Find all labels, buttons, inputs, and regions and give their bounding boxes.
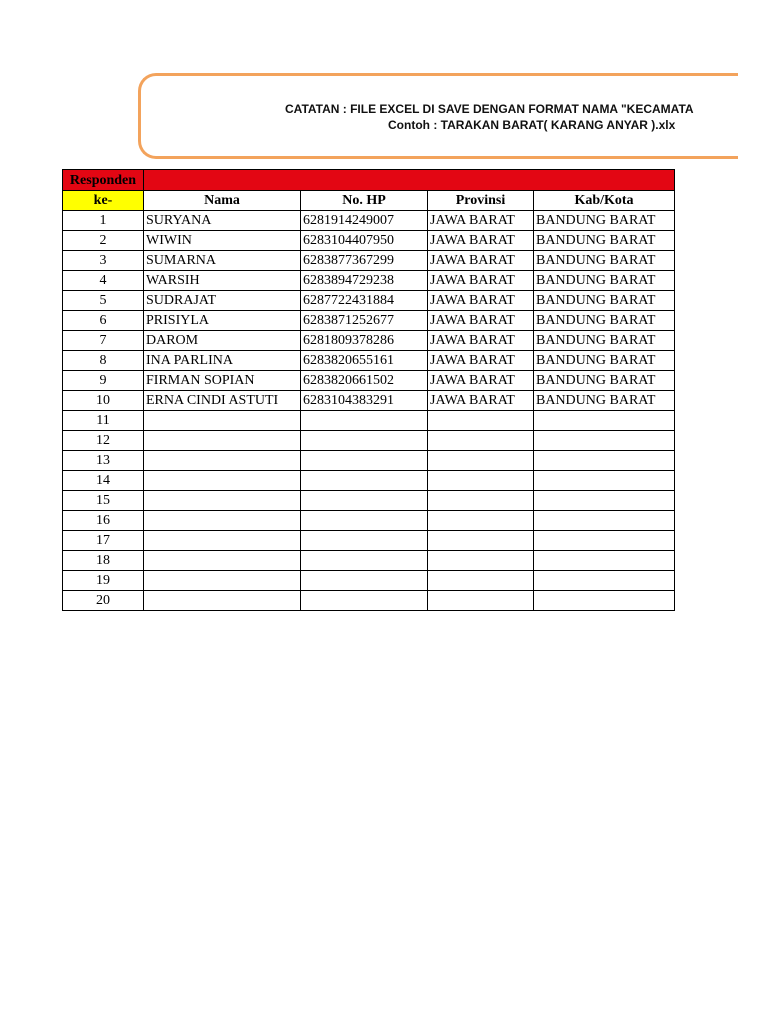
cell-no-hp[interactable]: 6283820655161 bbox=[301, 351, 428, 371]
cell-no[interactable]: 6 bbox=[63, 311, 144, 331]
cell-kab-kota[interactable]: BANDUNG BARAT bbox=[534, 371, 675, 391]
cell-nama[interactable]: WARSIH bbox=[144, 271, 301, 291]
cell-provinsi[interactable] bbox=[428, 551, 534, 571]
cell-kab-kota[interactable] bbox=[534, 411, 675, 431]
table-row bbox=[63, 311, 675, 331]
cell-kab-kota[interactable] bbox=[534, 551, 675, 571]
cell-kab-kota[interactable] bbox=[534, 491, 675, 511]
cell-kab-kota[interactable] bbox=[534, 511, 675, 531]
table-row bbox=[63, 351, 675, 371]
table-row bbox=[63, 271, 675, 291]
cell-no-hp[interactable]: 6283104407950 bbox=[301, 231, 428, 251]
cell-provinsi[interactable] bbox=[428, 431, 534, 451]
cell-no[interactable]: 10 bbox=[63, 391, 144, 411]
cell-provinsi[interactable] bbox=[428, 451, 534, 471]
cell-nama[interactable]: INA PARLINA bbox=[144, 351, 301, 371]
cell-nama[interactable] bbox=[144, 551, 301, 571]
cell-no[interactable]: 14 bbox=[63, 471, 144, 491]
cell-no[interactable]: 4 bbox=[63, 271, 144, 291]
table-row bbox=[63, 551, 675, 571]
cell-nama[interactable] bbox=[144, 471, 301, 491]
header-responden-cell[interactable]: Responden bbox=[63, 170, 144, 191]
column-header-nama[interactable]: Nama bbox=[144, 191, 301, 211]
cell-nama[interactable] bbox=[144, 591, 301, 611]
table-row bbox=[63, 491, 675, 511]
table-row bbox=[63, 331, 675, 351]
cell-provinsi[interactable]: JAWA BARAT bbox=[428, 311, 534, 331]
cell-no-hp[interactable] bbox=[301, 411, 428, 431]
cell-nama[interactable] bbox=[144, 451, 301, 471]
cell-provinsi[interactable] bbox=[428, 531, 534, 551]
table-row bbox=[63, 211, 675, 231]
cell-nama[interactable]: PRISIYLA bbox=[144, 311, 301, 331]
cell-no[interactable]: 20 bbox=[63, 591, 144, 611]
respondent-table bbox=[62, 169, 675, 611]
cell-nama[interactable]: FIRMAN SOPIAN bbox=[144, 371, 301, 391]
table-row bbox=[63, 251, 675, 271]
column-header-no-hp[interactable]: No. HP bbox=[301, 191, 428, 211]
cell-nama[interactable]: ERNA CINDI ASTUTI bbox=[144, 391, 301, 411]
cell-no[interactable]: 5 bbox=[63, 291, 144, 311]
table-row bbox=[63, 371, 675, 391]
cell-provinsi[interactable] bbox=[428, 571, 534, 591]
table-row bbox=[63, 231, 675, 251]
column-header-kab-kota[interactable]: Kab/Kota bbox=[534, 191, 675, 211]
cell-nama[interactable] bbox=[144, 531, 301, 551]
cell-no-hp[interactable]: 6283820661502 bbox=[301, 371, 428, 391]
cell-no-hp[interactable] bbox=[301, 471, 428, 491]
cell-kab-kota[interactable]: BANDUNG BARAT bbox=[534, 291, 675, 311]
cell-nama[interactable]: SURYANA bbox=[144, 211, 301, 231]
cell-provinsi[interactable] bbox=[428, 591, 534, 611]
cell-no[interactable]: 12 bbox=[63, 431, 144, 451]
cell-kab-kota[interactable] bbox=[534, 531, 675, 551]
table-row bbox=[63, 531, 675, 551]
cell-no[interactable]: 2 bbox=[63, 231, 144, 251]
cell-nama[interactable] bbox=[144, 491, 301, 511]
table-row bbox=[63, 291, 675, 311]
cell-no[interactable]: 15 bbox=[63, 491, 144, 511]
cell-kab-kota[interactable]: BANDUNG BARAT bbox=[534, 311, 675, 331]
cell-no-hp[interactable]: 6283104383291 bbox=[301, 391, 428, 411]
cell-kab-kota[interactable] bbox=[534, 591, 675, 611]
table-row bbox=[63, 471, 675, 491]
table-row bbox=[63, 511, 675, 531]
cell-kab-kota[interactable] bbox=[534, 571, 675, 591]
cell-no[interactable]: 11 bbox=[63, 411, 144, 431]
cell-no-hp[interactable]: 6283871252677 bbox=[301, 311, 428, 331]
table-row bbox=[63, 431, 675, 451]
column-header-provinsi[interactable]: Provinsi bbox=[428, 191, 534, 211]
cell-provinsi[interactable] bbox=[428, 471, 534, 491]
cell-no-hp[interactable] bbox=[301, 451, 428, 471]
cell-kab-kota[interactable]: BANDUNG BARAT bbox=[534, 251, 675, 271]
cell-nama[interactable]: WIWIN bbox=[144, 231, 301, 251]
cell-nama[interactable] bbox=[144, 431, 301, 451]
cell-kab-kota[interactable]: BANDUNG BARAT bbox=[534, 331, 675, 351]
cell-no[interactable]: 1 bbox=[63, 211, 144, 231]
cell-provinsi[interactable] bbox=[428, 491, 534, 511]
cell-no-hp[interactable]: 6283877367299 bbox=[301, 251, 428, 271]
note-callout bbox=[138, 73, 738, 159]
cell-kab-kota[interactable]: BANDUNG BARAT bbox=[534, 271, 675, 291]
cell-nama[interactable]: SUDRAJAT bbox=[144, 291, 301, 311]
cell-provinsi[interactable]: JAWA BARAT bbox=[428, 391, 534, 411]
cell-no-hp[interactable]: 6281914249007 bbox=[301, 211, 428, 231]
cell-no-hp[interactable] bbox=[301, 571, 428, 591]
cell-no[interactable]: 7 bbox=[63, 331, 144, 351]
cell-provinsi[interactable] bbox=[428, 411, 534, 431]
header-row-columns bbox=[63, 191, 675, 211]
cell-nama[interactable] bbox=[144, 411, 301, 431]
cell-no[interactable]: 16 bbox=[63, 511, 144, 531]
cell-kab-kota[interactable] bbox=[534, 431, 675, 451]
cell-nama[interactable] bbox=[144, 511, 301, 531]
table-row bbox=[63, 591, 675, 611]
cell-no[interactable]: 3 bbox=[63, 251, 144, 271]
table-row bbox=[63, 391, 675, 411]
note-line-2: Contoh : TARAKAN BARAT( KARANG ANYAR ).xlx bbox=[388, 118, 676, 132]
cell-no[interactable]: 13 bbox=[63, 451, 144, 471]
cell-provinsi[interactable]: JAWA BARAT bbox=[428, 251, 534, 271]
cell-kab-kota[interactable] bbox=[534, 451, 675, 471]
cell-nama[interactable]: SUMARNA bbox=[144, 251, 301, 271]
cell-kab-kota[interactable]: BANDUNG BARAT bbox=[534, 391, 675, 411]
cell-no-hp[interactable] bbox=[301, 431, 428, 451]
header-red-filler[interactable] bbox=[144, 170, 675, 191]
cell-kab-kota[interactable]: BANDUNG BARAT bbox=[534, 211, 675, 231]
table-row bbox=[63, 451, 675, 471]
cell-provinsi[interactable]: JAWA BARAT bbox=[428, 371, 534, 391]
cell-provinsi[interactable]: JAWA BARAT bbox=[428, 291, 534, 311]
cell-no-hp[interactable] bbox=[301, 511, 428, 531]
cell-no[interactable]: 18 bbox=[63, 551, 144, 571]
cell-no[interactable]: 19 bbox=[63, 571, 144, 591]
cell-no-hp[interactable]: 6287722431884 bbox=[301, 291, 428, 311]
cell-kab-kota[interactable]: BANDUNG BARAT bbox=[534, 351, 675, 371]
cell-no-hp[interactable] bbox=[301, 591, 428, 611]
cell-provinsi[interactable]: JAWA BARAT bbox=[428, 231, 534, 251]
cell-provinsi[interactable]: JAWA BARAT bbox=[428, 211, 534, 231]
table-row bbox=[63, 571, 675, 591]
cell-nama[interactable] bbox=[144, 571, 301, 591]
cell-no[interactable]: 17 bbox=[63, 531, 144, 551]
column-header-ke[interactable]: ke- bbox=[63, 191, 144, 211]
cell-no[interactable]: 9 bbox=[63, 371, 144, 391]
note-line-1: CATATAN : FILE EXCEL DI SAVE DENGAN FORMAT NAMA "KECAMATA bbox=[285, 102, 694, 116]
cell-no-hp[interactable]: 6283894729238 bbox=[301, 271, 428, 291]
cell-provinsi[interactable]: JAWA BARAT bbox=[428, 351, 534, 371]
table-row bbox=[63, 411, 675, 431]
cell-provinsi[interactable]: JAWA BARAT bbox=[428, 331, 534, 351]
cell-provinsi[interactable] bbox=[428, 511, 534, 531]
cell-no-hp[interactable]: 6281809378286 bbox=[301, 331, 428, 351]
cell-no-hp[interactable] bbox=[301, 491, 428, 511]
cell-no[interactable]: 8 bbox=[63, 351, 144, 371]
cell-no-hp[interactable] bbox=[301, 551, 428, 571]
cell-kab-kota[interactable] bbox=[534, 471, 675, 491]
cell-provinsi[interactable]: JAWA BARAT bbox=[428, 271, 534, 291]
header-row-responden bbox=[63, 170, 675, 191]
cell-nama[interactable]: DAROM bbox=[144, 331, 301, 351]
cell-no-hp[interactable] bbox=[301, 531, 428, 551]
cell-kab-kota[interactable]: BANDUNG BARAT bbox=[534, 231, 675, 251]
